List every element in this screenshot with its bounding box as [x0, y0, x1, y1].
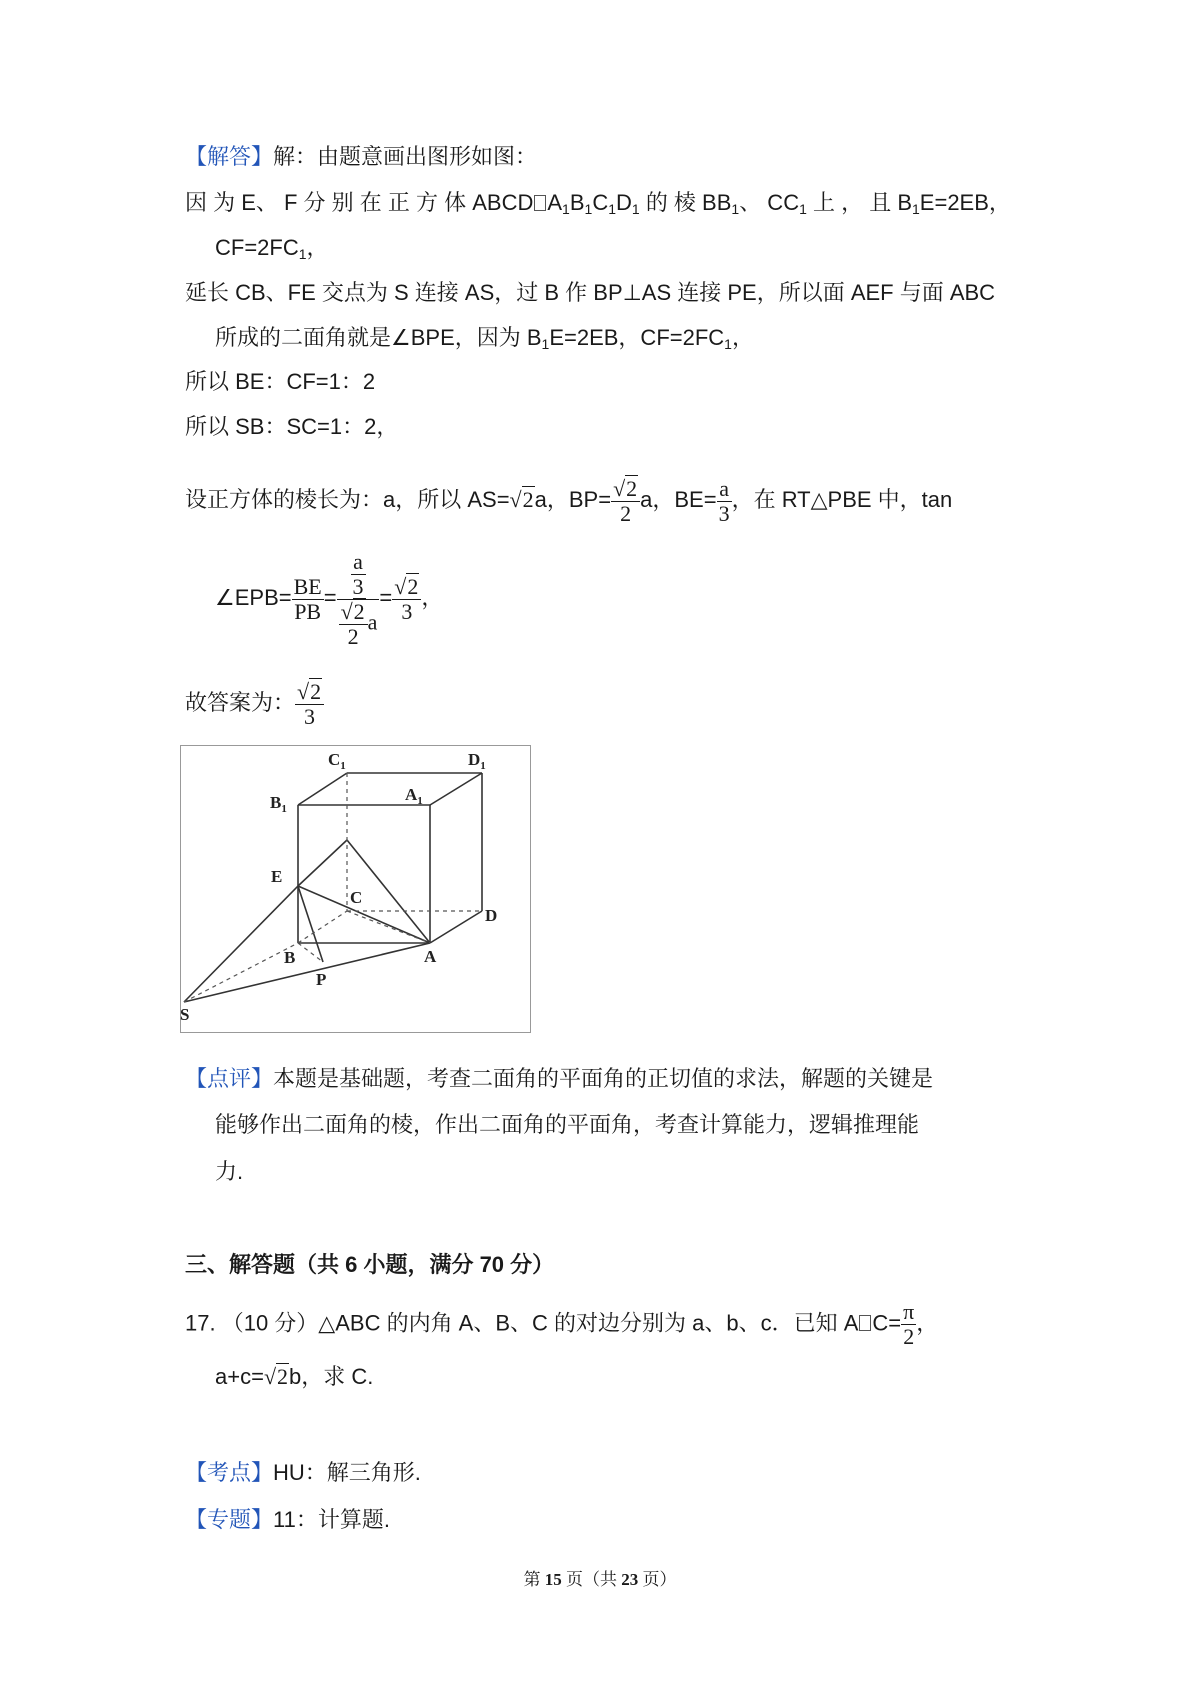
solution-answer	[185, 673, 324, 733]
text: 11：计算题.	[273, 1507, 390, 1532]
comment-tag: 【点评】	[185, 1066, 274, 1091]
label-b1	[270, 793, 287, 815]
label-d: D	[485, 906, 498, 925]
fraction-sqrt2-over-2	[339, 600, 368, 649]
fraction-sqrt2-over-3	[392, 575, 421, 624]
subscript: 1	[298, 246, 307, 262]
sqrt-2: √2	[613, 475, 638, 501]
text: E=2EB，	[919, 190, 1011, 215]
question-number: 17.	[185, 1310, 216, 1336]
numerator: π	[903, 1299, 915, 1324]
solution-line-7: 所以 SB：SC=1：2，	[185, 414, 399, 439]
solution-line-4: 延长 CB、FE 交点为 S 连接 AS，过 B 作 BP⊥AS 连接 PE，所以面 AEF 与面 ABC	[185, 280, 996, 305]
label-subscript: 1	[340, 760, 346, 772]
text: 设正方体的棱长为：a，所以 AS=	[185, 487, 510, 512]
edge-a1d1	[430, 773, 482, 805]
label-letter: B	[270, 793, 282, 812]
text: 页（共	[561, 1570, 622, 1589]
denominator	[337, 600, 380, 649]
solution-line-5	[215, 323, 754, 353]
sqrt-2: √2	[340, 598, 365, 624]
cube-figure	[180, 745, 532, 1033]
text: B	[569, 190, 585, 215]
text: 的 棱 BB	[639, 190, 732, 215]
hidden-edge-sb	[184, 943, 298, 1002]
comment-line-2: 能够作出二面角的棱，作出二面角的平面角，考查计算能力，逻辑推理能	[215, 1112, 920, 1137]
label-letter: A	[405, 785, 418, 804]
text: =	[323, 585, 337, 610]
missing-glyph-box	[859, 1315, 871, 1331]
edge-se	[184, 886, 298, 1002]
text: a+c=	[215, 1364, 264, 1389]
fraction-a-over-3	[351, 550, 366, 599]
subscript: 1	[631, 201, 640, 217]
total-pages: 23	[621, 1570, 639, 1589]
text: 所成的二面角就是∠BPE，因为 B	[215, 325, 542, 350]
text: E=2EB，CF=2FC	[549, 325, 725, 350]
text: 第	[523, 1570, 545, 1589]
denominator: 2	[620, 500, 632, 526]
denominator: 2	[347, 623, 359, 649]
label-subscript: 1	[417, 795, 423, 807]
edge-ef	[298, 840, 347, 886]
edge-ea	[298, 886, 430, 943]
kaodian-line	[185, 1458, 421, 1488]
text: 上 ， 且 B	[806, 190, 912, 215]
radicand: 2	[277, 1364, 289, 1389]
text: ，	[916, 1310, 939, 1336]
label-d1	[468, 750, 486, 772]
text: a，BE=	[640, 487, 717, 512]
text: CF=2FC	[215, 235, 299, 260]
sqrt-2: √2	[394, 573, 419, 599]
subscript: 1	[731, 201, 740, 217]
solution-tag: 【解答】	[185, 144, 274, 169]
comment-line-1	[185, 1064, 933, 1094]
hidden-edge-bc	[298, 911, 347, 943]
radicand: 2	[626, 475, 638, 501]
denominator: 3	[304, 703, 316, 729]
fraction-be-over-pb	[292, 575, 324, 624]
label-letter: D	[468, 750, 481, 769]
text: =	[379, 585, 393, 610]
solution-intro: 解：由题意画出图形如图：	[273, 144, 538, 169]
numerator	[295, 680, 324, 705]
solution-line-3	[215, 233, 329, 263]
edge-b1c1	[298, 773, 347, 805]
complex-fraction	[337, 550, 380, 649]
denominator: 3	[718, 500, 730, 526]
text: ，	[421, 585, 444, 610]
label-s: S	[180, 1005, 190, 1024]
text: a	[367, 609, 378, 635]
numerator: BE	[293, 573, 322, 599]
label-a1	[405, 785, 423, 807]
label-c1	[328, 750, 346, 772]
text: A	[547, 190, 563, 215]
subscript: 1	[912, 201, 920, 217]
text: （10 分）△ABC 的内角 A、B、C 的对边分别为 a、b、c．已知 A	[221, 1310, 859, 1336]
solution-line-6: 所以 BE：CF=1：2	[185, 369, 376, 394]
subscript: 1	[724, 336, 732, 352]
comment-line-3: 力.	[215, 1159, 244, 1184]
text: D	[616, 190, 632, 215]
numerator	[337, 550, 380, 600]
numerator	[611, 477, 640, 502]
label-subscript: 1	[480, 760, 486, 772]
radicand: 2	[407, 573, 419, 599]
text: HU：解三角形.	[273, 1460, 421, 1485]
edge-ad	[430, 911, 482, 943]
label-subscript: 1	[281, 803, 287, 815]
text: ，	[306, 235, 329, 260]
text: b，求 C.	[289, 1364, 374, 1389]
label-p: P	[316, 970, 327, 989]
page-footer	[0, 1565, 1200, 1590]
q17-line-2	[215, 1362, 373, 1392]
q17-line-1	[185, 1299, 939, 1349]
subscript: 1	[541, 336, 550, 352]
subscript: 1	[584, 201, 593, 217]
numerator: a	[351, 550, 366, 575]
denominator: 3	[352, 573, 364, 599]
text: a，BP=	[534, 487, 612, 512]
solution-line-9	[215, 548, 443, 658]
fraction-sqrt2-over-3	[295, 680, 324, 729]
numerator	[392, 575, 421, 600]
text: 页）	[638, 1570, 677, 1589]
solution-line-2	[185, 188, 1011, 218]
zhuanti-line	[185, 1505, 390, 1535]
fraction-pi-over-2	[901, 1300, 916, 1349]
sqrt-2: √2	[263, 1364, 289, 1389]
subscript: 1	[608, 201, 617, 217]
label-c: C	[350, 888, 363, 907]
zhuanti-tag: 【专题】	[185, 1507, 274, 1532]
subscript: 1	[562, 201, 570, 217]
text: C	[592, 190, 609, 215]
fraction-sqrt2-over-2	[611, 477, 640, 526]
denominator: 2	[903, 1324, 915, 1349]
label-b: B	[284, 948, 296, 967]
sqrt-2: √2	[509, 487, 534, 512]
radicand: 2	[522, 487, 534, 512]
radicand: 2	[310, 678, 322, 704]
denominator: 3	[401, 598, 413, 624]
text: 因 为 E、 F 分 别 在 正 方 体 ABCD	[185, 190, 534, 215]
subscript: 1	[799, 201, 807, 217]
edge-sa	[184, 943, 430, 1002]
edge-ep	[298, 886, 323, 962]
text: 、 CC	[739, 190, 800, 215]
missing-glyph-box	[534, 195, 546, 211]
text: ，在 RT△PBE 中，tan	[731, 487, 953, 512]
denominator: PB	[294, 598, 322, 624]
label-e: E	[271, 867, 283, 886]
numerator: a	[717, 477, 732, 502]
section-header: 三、解答题（共 6 小题，满分 70 分）	[185, 1252, 555, 1277]
label-letter: C	[328, 750, 341, 769]
page-number: 15	[544, 1570, 562, 1589]
numerator	[339, 600, 368, 625]
text: 本题是基础题，考查二面角的平面角的正切值的求法，解题的关键是	[273, 1066, 934, 1091]
solution-line-8	[185, 470, 952, 530]
fraction-a-over-3	[717, 477, 732, 526]
text: ，	[731, 325, 754, 350]
text: ∠EPB=	[215, 585, 292, 610]
text: 故答案为：	[185, 690, 296, 715]
solution-line-1	[185, 142, 537, 172]
text: C=	[872, 1310, 902, 1336]
kaodian-tag: 【考点】	[185, 1460, 274, 1485]
label-a: A	[424, 947, 437, 966]
radicand: 2	[353, 598, 365, 624]
sqrt-2: √2	[297, 678, 322, 704]
